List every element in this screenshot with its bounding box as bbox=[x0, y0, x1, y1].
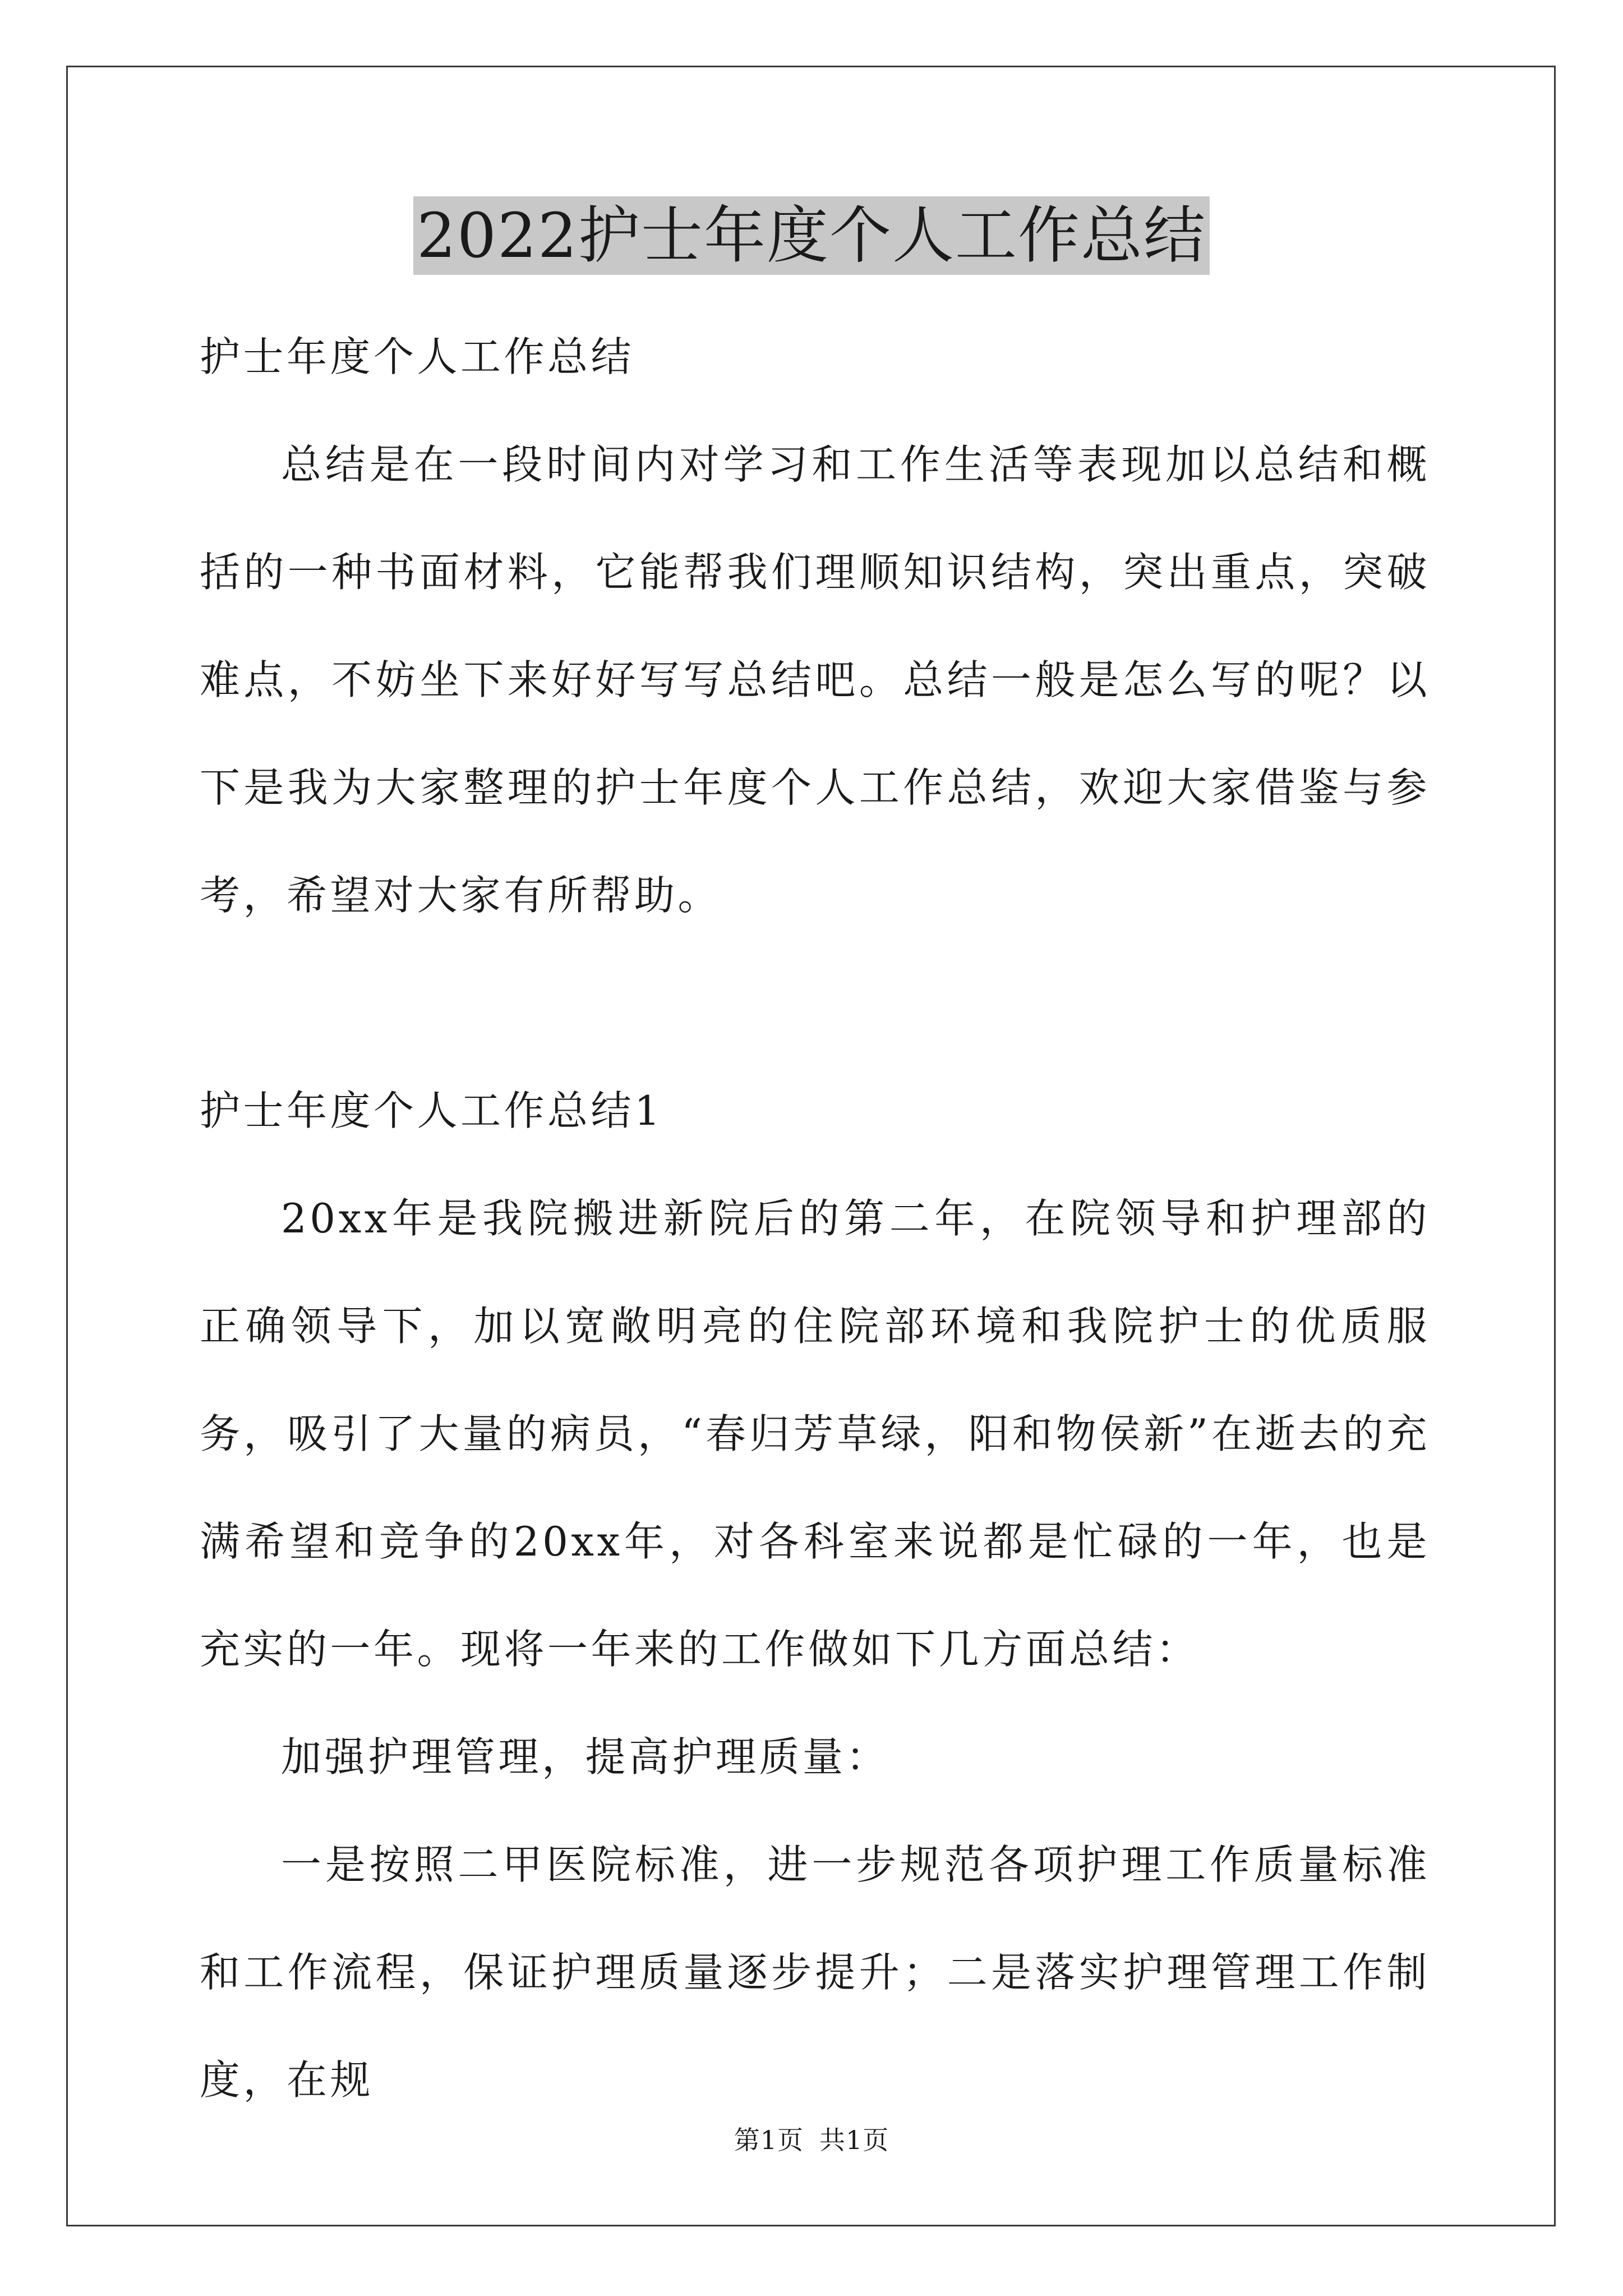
title-container bbox=[0, 196, 1623, 275]
document-title: 2022护士年度个人工作总结 bbox=[413, 196, 1210, 275]
body-paragraph: 一是按照二甲医院标准，进一步规范各项护理工作质量标准和工作流程，保证护理质量逐步提升；二是落实护理管理工作制度，在规 bbox=[200, 1841, 1430, 2104]
intro-paragraph: 总结是在一段时间内对学习和工作生活等表现加以总结和概括的一种书面材料，它能帮我们理顺知识结构，突出重点，突破难点，不妨坐下来好好写写总结吧。总结一般是怎么写的呢？以下是我为大家整理的护士年度个人工作总结，欢迎大家借鉴与参考，希望对大家有所帮助。 bbox=[200, 441, 1430, 919]
section-heading: 护士年度个人工作总结1 bbox=[200, 1087, 663, 1134]
body-paragraph: 加强护理管理，提高护理质量： bbox=[281, 1733, 890, 1780]
page-number: 第1页 bbox=[734, 2125, 804, 2155]
subtitle-heading: 护士年度个人工作总结 bbox=[200, 333, 635, 380]
section-spacer bbox=[200, 949, 1430, 1057]
body-paragraph: 20xx年是我院搬进新院后的第二年，在院领导和护理部的正确领导下，加以宽敞明亮的住院部环境和我院护士的优质服务，吸引了大量的病员，“春归芳草绿，阳和物侯新”在逝去的充满希望和竞争的20xx年，对各科室来说都是忙碌的一年，也是充实的一年。现将一年来的工作做如下几方面总结： bbox=[200, 1195, 1430, 1673]
page-footer bbox=[0, 2123, 1623, 2157]
document-body bbox=[200, 303, 1430, 2134]
page-total: 共1页 bbox=[819, 2125, 889, 2155]
